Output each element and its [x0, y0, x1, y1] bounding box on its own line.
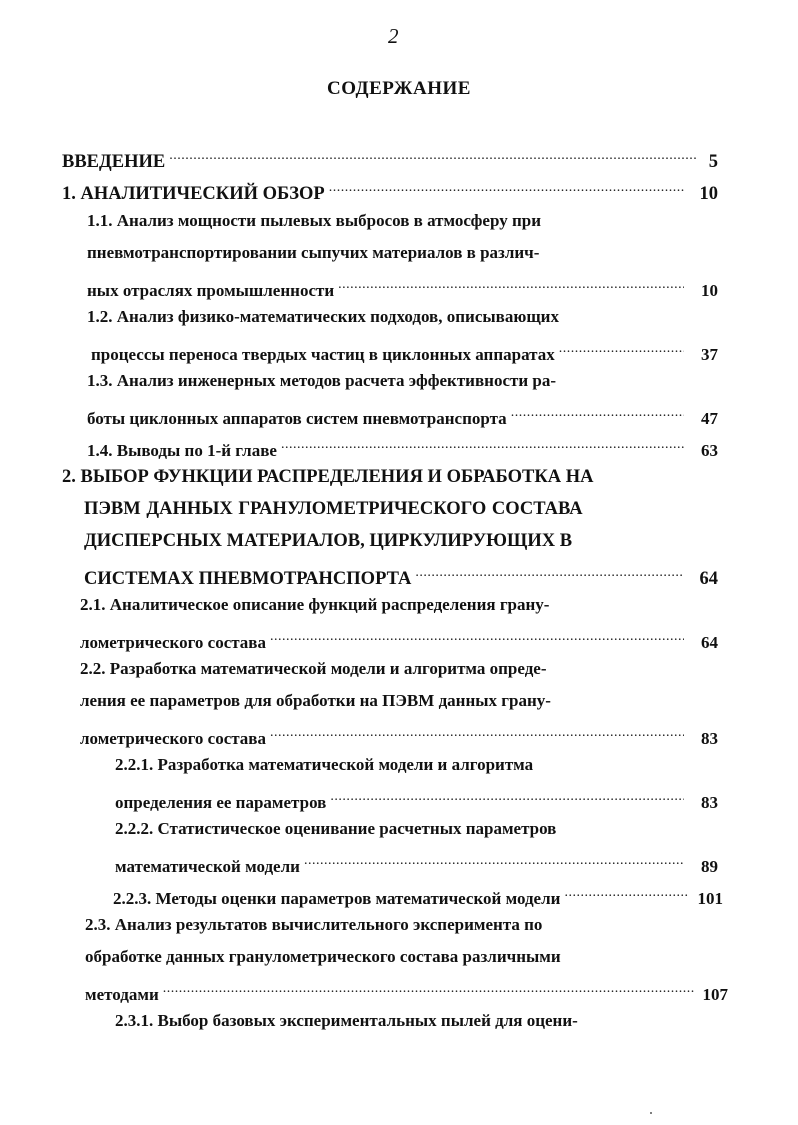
toc-entry-2-2-line-1: 2.2. Разработка математической модели и алгоритма опреде- — [80, 659, 547, 678]
toc-entry-text: математической модели — [115, 857, 300, 876]
toc-leader-dots — [415, 562, 684, 584]
toc-entry-chapter-2 — [84, 562, 718, 589]
toc-page-number: 10 — [701, 281, 718, 300]
toc-entry-introduction — [62, 145, 718, 172]
toc-page-number: 83 — [701, 729, 718, 748]
toc-entry-2-2-line-2: ления ее параметров для обработки на ПЭВМ данных грану- — [80, 691, 551, 710]
toc-entry-text: 1.4. Выводы по 1-й главе — [87, 441, 277, 460]
toc-page-number: 5 — [708, 152, 718, 172]
toc-entry-chapter-2-line-3: ДИСПЕРСНЫХ МАТЕРИАЛОВ, ЦИРКУЛИРУЮЩИХ В — [84, 531, 573, 551]
toc-entry-text: 1. АНАЛИТИЧЕСКИЙ ОБЗОР — [62, 184, 325, 204]
toc-entry-text: 2.2.3. Методы оценки параметров математической модели — [113, 889, 561, 908]
toc-entry-1-4 — [87, 434, 718, 460]
toc-entry-1-1 — [87, 274, 718, 300]
toc-page-number: 37 — [701, 345, 718, 364]
toc-entry-1-1-line-2: пневмотранспортировании сыпучих материалов в различ- — [87, 243, 540, 262]
toc-entry-2-2 — [80, 722, 718, 748]
toc-page-number: 47 — [701, 409, 718, 428]
toc-entry-1-2-line-1: 1.2. Анализ физико-математических подходов, описывающих — [87, 307, 559, 326]
toc-entry-2-1-line-1: 2.1. Аналитическое описание функций распределения грану- — [80, 595, 550, 614]
toc-entry-2-2-3 — [113, 882, 723, 908]
toc-entry-text: процессы переноса твердых частиц в циклонных аппаратах — [91, 345, 555, 364]
toc-entry-text: боты циклонных аппаратов систем пневмотранспорта — [87, 409, 507, 428]
toc-entry-text: определения ее параметров — [115, 793, 327, 812]
toc-leader-dots — [329, 177, 684, 199]
toc-page-number: 89 — [701, 857, 718, 876]
toc-entry-chapter-1 — [62, 177, 718, 204]
toc-leader-dots — [304, 850, 684, 872]
toc-entry-text: лометрического состава — [80, 729, 266, 748]
toc-page-number: 64 — [701, 633, 718, 652]
toc-page-number: 64 — [699, 569, 718, 589]
toc-entry-text: СИСТЕМАХ ПНЕВМОТРАНСПОРТА — [84, 569, 412, 589]
toc-entry-2-3-line-1: 2.3. Анализ результатов вычислительного эксперимента по — [85, 915, 543, 934]
toc-entry-text: ных отраслях промышленности — [87, 281, 335, 300]
toc-page-number: 101 — [697, 889, 723, 908]
scan-speck — [650, 1112, 652, 1114]
toc-entry-text: методами — [85, 985, 159, 1004]
toc-entry-text: ВВЕДЕНИЕ — [62, 152, 166, 172]
toc-leader-dots — [281, 434, 684, 456]
toc-entry-2-2-2-line-1: 2.2.2. Статистическое оценивание расчетных параметров — [115, 819, 557, 838]
toc-entry-1-2 — [91, 338, 718, 364]
toc-entry-chapter-2-line-1: 2. ВЫБОР ФУНКЦИИ РАСПРЕДЕЛЕНИЯ И ОБРАБОТКА НА — [62, 467, 594, 487]
toc-entry-1-3 — [87, 402, 718, 428]
toc-leader-dots — [564, 882, 689, 904]
toc-leader-dots — [270, 722, 684, 744]
toc-entry-2-3-line-2: обработке данных гранулометрического состава различными — [85, 947, 561, 966]
toc-entry-2-1 — [80, 626, 718, 652]
toc-entry-chapter-2-line-2: ПЭВМ ДАННЫХ ГРАНУЛОМЕТРИЧЕСКОГО СОСТАВА — [84, 499, 583, 519]
toc-page-number: 83 — [701, 793, 718, 812]
toc-entry-text: лометрического состава — [80, 633, 266, 652]
toc-entry-2-2-1 — [115, 786, 718, 812]
page-number: 2 — [388, 24, 399, 48]
toc-entry-2-3-1-line-1: 2.3.1. Выбор базовых экспериментальных пылей для оцени- — [115, 1011, 578, 1030]
toc-page-number: 63 — [701, 441, 718, 460]
toc-entry-1-1-line-1: 1.1. Анализ мощности пылевых выбросов в атмосферу при — [87, 211, 541, 230]
toc-leader-dots — [330, 786, 684, 808]
toc-entry-1-3-line-1: 1.3. Анализ инженерных методов расчета эффективности ра- — [87, 371, 556, 390]
toc-entry-2-2-2 — [115, 850, 718, 876]
toc-leader-dots — [169, 145, 698, 167]
toc-leader-dots — [338, 274, 684, 296]
toc-page-number: 107 — [702, 985, 728, 1004]
toc-leader-dots — [163, 978, 694, 1000]
toc-leader-dots — [511, 402, 684, 424]
toc-entry-2-3 — [85, 978, 728, 1004]
toc-page-number: 10 — [699, 184, 718, 204]
page-title: СОДЕРЖАНИЕ — [327, 78, 471, 99]
toc-entry-2-2-1-line-1: 2.2.1. Разработка математической модели и алгоритма — [115, 755, 534, 774]
toc-leader-dots — [270, 626, 684, 648]
toc-leader-dots — [559, 338, 684, 360]
